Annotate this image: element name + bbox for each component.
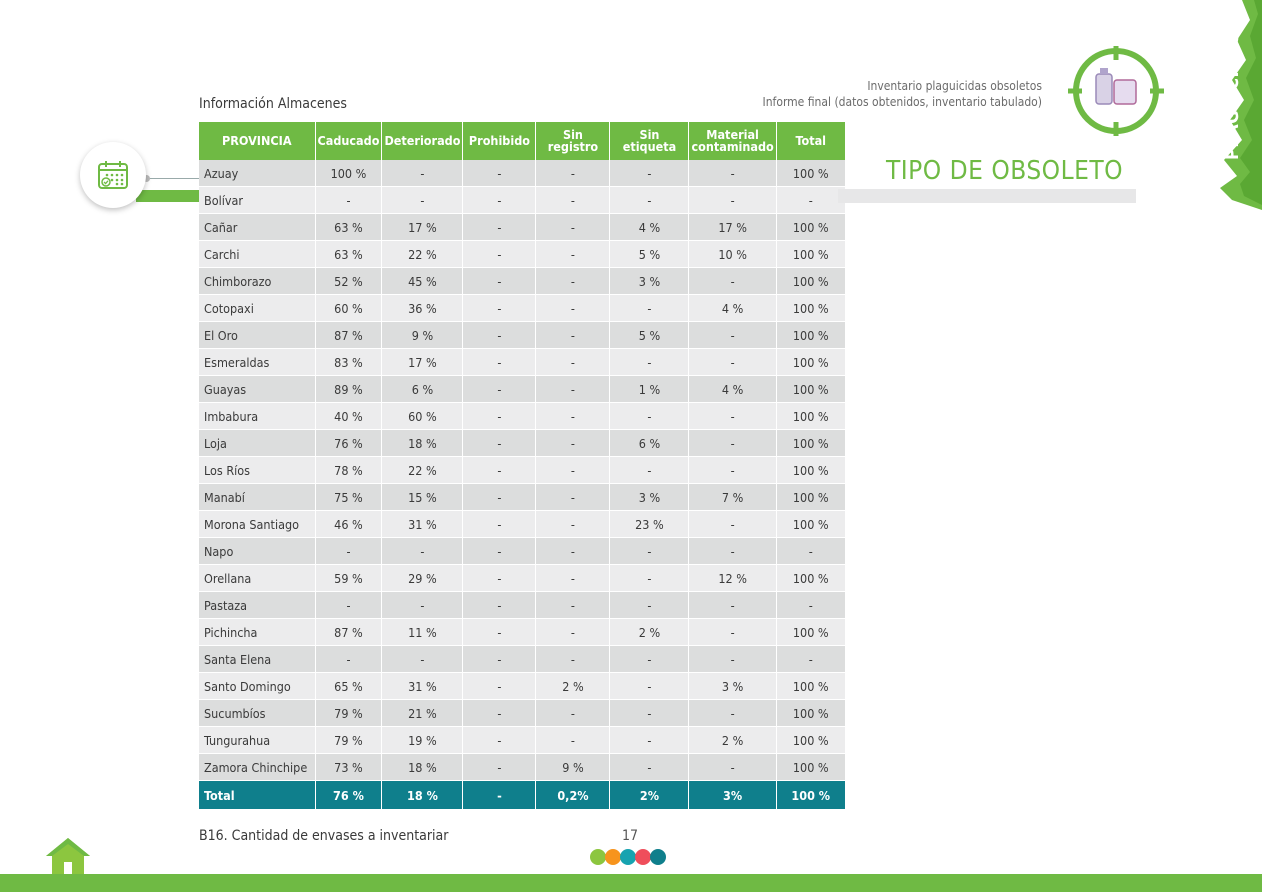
value-cell: 17 % <box>689 214 776 241</box>
province-cell: El Oro <box>199 322 315 349</box>
value-cell: 2 % <box>689 727 776 754</box>
total-value-cell: 2% <box>610 781 689 810</box>
value-cell: - <box>610 349 689 376</box>
value-cell: - <box>689 430 776 457</box>
header-line-2: Informe final (datos obtenidos, inventario tabulado) <box>762 95 1042 109</box>
value-cell: 21 % <box>382 700 463 727</box>
total-value-cell: 3% <box>689 781 776 810</box>
value-cell: 9 % <box>382 322 463 349</box>
value-cell: 5 % <box>610 241 689 268</box>
province-cell: Pichincha <box>199 619 315 646</box>
value-cell: - <box>689 592 776 619</box>
value-cell: - <box>463 511 536 538</box>
column-header: Deteriorado <box>382 122 463 160</box>
footer-bar <box>0 874 1262 892</box>
province-cell: Manabí <box>199 484 315 511</box>
value-cell: - <box>536 457 610 484</box>
province-cell: Santa Elena <box>199 646 315 673</box>
table-row <box>199 295 845 322</box>
value-cell: 31 % <box>382 673 463 700</box>
value-cell: - <box>610 457 689 484</box>
table-row <box>199 214 845 241</box>
value-cell: - <box>536 403 610 430</box>
province-cell: Santo Domingo <box>199 673 315 700</box>
value-cell: 52 % <box>315 268 382 295</box>
value-cell: - <box>776 592 845 619</box>
province-cell: Orellana <box>199 565 315 592</box>
value-cell: 10 % <box>689 241 776 268</box>
value-cell: 65 % <box>315 673 382 700</box>
province-cell: Zamora Chinchipe <box>199 754 315 781</box>
value-cell: - <box>536 214 610 241</box>
figure-caption: B16. Cantidad de envases a inventariar <box>199 828 449 844</box>
value-cell: 19 % <box>382 727 463 754</box>
value-cell: - <box>536 592 610 619</box>
value-cell: 89 % <box>315 376 382 403</box>
header-line-1: Inventario plaguicidas obsoletos <box>867 79 1042 93</box>
value-cell: - <box>382 187 463 214</box>
value-cell: - <box>463 646 536 673</box>
value-cell: 100 % <box>776 565 845 592</box>
table-row <box>199 376 845 403</box>
province-cell: Loja <box>199 430 315 457</box>
value-cell: 100 % <box>776 727 845 754</box>
value-cell: - <box>315 592 382 619</box>
value-cell: - <box>463 241 536 268</box>
table-row <box>199 646 845 673</box>
table-row <box>199 619 845 646</box>
value-cell: - <box>610 160 689 187</box>
value-cell: 46 % <box>315 511 382 538</box>
value-cell: - <box>463 700 536 727</box>
province-cell: Azuay <box>199 160 315 187</box>
value-cell: 4 % <box>689 295 776 322</box>
value-cell: 1 % <box>610 376 689 403</box>
table-row <box>199 538 845 565</box>
value-cell: 73 % <box>315 754 382 781</box>
value-cell: - <box>463 295 536 322</box>
value-cell: 100 % <box>776 484 845 511</box>
value-cell: 100 % <box>776 457 845 484</box>
value-cell: - <box>463 754 536 781</box>
value-cell: 87 % <box>315 619 382 646</box>
province-cell: Carchi <box>199 241 315 268</box>
value-cell: 100 % <box>776 214 845 241</box>
value-cell: - <box>463 484 536 511</box>
value-cell: - <box>776 187 845 214</box>
calendar-badge <box>80 142 146 208</box>
value-cell: - <box>536 322 610 349</box>
value-cell: 17 % <box>382 349 463 376</box>
value-cell: 79 % <box>315 727 382 754</box>
province-cell: Sucumbíos <box>199 700 315 727</box>
obsolete-type-table <box>199 122 846 810</box>
value-cell: 75 % <box>315 484 382 511</box>
province-cell: Bolívar <box>199 187 315 214</box>
color-dot <box>605 849 621 865</box>
value-cell: - <box>382 538 463 565</box>
province-cell: Esmeraldas <box>199 349 315 376</box>
table-row <box>199 430 845 457</box>
table-row <box>199 700 845 727</box>
value-cell: 18 % <box>382 430 463 457</box>
table-row <box>199 160 845 187</box>
column-header: Total <box>776 122 845 160</box>
value-cell: - <box>610 700 689 727</box>
pesticide-target-icon <box>1066 46 1166 136</box>
value-cell: 6 % <box>382 376 463 403</box>
value-cell: 12 % <box>689 565 776 592</box>
value-cell: 100 % <box>776 268 845 295</box>
value-cell: 100 % <box>776 295 845 322</box>
value-cell: - <box>610 754 689 781</box>
value-cell: - <box>463 727 536 754</box>
value-cell: - <box>536 538 610 565</box>
value-cell: 7 % <box>689 484 776 511</box>
value-cell: - <box>315 538 382 565</box>
value-cell: 100 % <box>776 376 845 403</box>
value-cell: - <box>463 673 536 700</box>
value-cell: - <box>382 646 463 673</box>
value-cell: - <box>463 565 536 592</box>
value-cell: 40 % <box>315 403 382 430</box>
value-cell: - <box>689 511 776 538</box>
province-cell: Los Ríos <box>199 457 315 484</box>
value-cell: - <box>463 349 536 376</box>
connector-line <box>146 178 200 179</box>
value-cell: - <box>610 592 689 619</box>
value-cell: - <box>536 511 610 538</box>
value-cell: - <box>536 700 610 727</box>
value-cell: 79 % <box>315 700 382 727</box>
value-cell: 2 % <box>536 673 610 700</box>
value-cell: - <box>689 700 776 727</box>
total-value-cell: 100 % <box>776 781 845 810</box>
value-cell: 100 % <box>776 511 845 538</box>
table-row <box>199 673 845 700</box>
table-row <box>199 754 845 781</box>
value-cell: 3 % <box>610 484 689 511</box>
column-header: Prohibido <box>463 122 536 160</box>
value-cell: 100 % <box>776 241 845 268</box>
value-cell: - <box>382 592 463 619</box>
value-cell: - <box>536 187 610 214</box>
value-cell: - <box>689 619 776 646</box>
calendar-icon <box>96 158 130 192</box>
value-cell: - <box>610 295 689 322</box>
value-cell: - <box>463 538 536 565</box>
table-row <box>199 322 845 349</box>
value-cell: - <box>536 565 610 592</box>
value-cell: 9 % <box>536 754 610 781</box>
color-dot <box>635 849 651 865</box>
value-cell: 3 % <box>610 268 689 295</box>
value-cell: 29 % <box>382 565 463 592</box>
total-label-cell: Total <box>199 781 315 810</box>
total-row <box>199 781 845 810</box>
table-row <box>199 484 845 511</box>
value-cell: - <box>315 187 382 214</box>
value-cell: 76 % <box>315 430 382 457</box>
value-cell: - <box>382 160 463 187</box>
value-cell: - <box>610 187 689 214</box>
table-row <box>199 268 845 295</box>
table-row <box>199 457 845 484</box>
value-cell: - <box>536 241 610 268</box>
value-cell: 23 % <box>610 511 689 538</box>
section-title: Información Almacenes <box>199 96 347 112</box>
province-cell: Tungurahua <box>199 727 315 754</box>
table-row <box>199 511 845 538</box>
value-cell: - <box>610 538 689 565</box>
value-cell: - <box>463 619 536 646</box>
value-cell: - <box>463 268 536 295</box>
province-cell: Napo <box>199 538 315 565</box>
color-dot <box>650 849 666 865</box>
province-cell: Pastaza <box>199 592 315 619</box>
value-cell: 100 % <box>776 322 845 349</box>
table-row <box>199 349 845 376</box>
value-cell: - <box>536 619 610 646</box>
value-cell: 22 % <box>382 241 463 268</box>
value-cell: - <box>689 457 776 484</box>
value-cell: 5 % <box>610 322 689 349</box>
table-row <box>199 565 845 592</box>
province-cell: Morona Santiago <box>199 511 315 538</box>
province-cell: Cañar <box>199 214 315 241</box>
value-cell: 63 % <box>315 214 382 241</box>
value-cell: - <box>463 403 536 430</box>
table-row <box>199 187 845 214</box>
value-cell: - <box>463 430 536 457</box>
value-cell: - <box>536 376 610 403</box>
total-value-cell: 0,2% <box>536 781 610 810</box>
value-cell: 63 % <box>315 241 382 268</box>
color-dot <box>590 849 606 865</box>
value-cell: - <box>610 673 689 700</box>
table-row <box>199 241 845 268</box>
value-cell: 22 % <box>382 457 463 484</box>
value-cell: - <box>689 187 776 214</box>
value-cell: 45 % <box>382 268 463 295</box>
value-cell: 100 % <box>776 700 845 727</box>
value-cell: - <box>536 430 610 457</box>
value-cell: 17 % <box>382 214 463 241</box>
total-value-cell: 76 % <box>315 781 382 810</box>
value-cell: - <box>689 322 776 349</box>
value-cell: 18 % <box>382 754 463 781</box>
title-underline-bar <box>838 189 1136 203</box>
column-header: Caducado <box>315 122 382 160</box>
value-cell: 100 % <box>776 619 845 646</box>
value-cell: 60 % <box>382 403 463 430</box>
province-cell: Cotopaxi <box>199 295 315 322</box>
value-cell: - <box>610 646 689 673</box>
value-cell: - <box>463 160 536 187</box>
column-header: Sin registro <box>536 122 610 160</box>
value-cell: - <box>315 646 382 673</box>
value-cell: 78 % <box>315 457 382 484</box>
value-cell: - <box>610 403 689 430</box>
color-dots <box>590 849 665 865</box>
table-header-row <box>199 122 845 160</box>
color-dot <box>620 849 636 865</box>
value-cell: - <box>689 268 776 295</box>
value-cell: 3 % <box>689 673 776 700</box>
table-row <box>199 403 845 430</box>
value-cell: - <box>463 214 536 241</box>
value-cell: - <box>463 457 536 484</box>
value-cell: 100 % <box>776 754 845 781</box>
value-cell: - <box>610 727 689 754</box>
column-header: Sin etiqueta <box>610 122 689 160</box>
value-cell: 100 % <box>776 160 845 187</box>
value-cell: 6 % <box>610 430 689 457</box>
column-header: Material contaminado <box>689 122 776 160</box>
value-cell: 36 % <box>382 295 463 322</box>
value-cell: 100 % <box>776 349 845 376</box>
value-cell: - <box>463 592 536 619</box>
value-cell: - <box>689 538 776 565</box>
side-accent-bar <box>136 190 200 202</box>
value-cell: - <box>463 376 536 403</box>
value-cell: - <box>536 727 610 754</box>
value-cell: - <box>536 484 610 511</box>
value-cell: 100 % <box>776 430 845 457</box>
value-cell: 83 % <box>315 349 382 376</box>
value-cell: 15 % <box>382 484 463 511</box>
value-cell: 100 % <box>776 673 845 700</box>
table-row <box>199 727 845 754</box>
value-cell: 31 % <box>382 511 463 538</box>
value-cell: 100 % <box>315 160 382 187</box>
value-cell: - <box>536 349 610 376</box>
report-header <box>763 78 1042 110</box>
value-cell: 87 % <box>315 322 382 349</box>
value-cell: - <box>536 268 610 295</box>
page-number: 17 <box>622 828 639 844</box>
value-cell: - <box>689 754 776 781</box>
total-value-cell: 18 % <box>382 781 463 810</box>
value-cell: - <box>610 565 689 592</box>
value-cell: 4 % <box>610 214 689 241</box>
home-icon[interactable] <box>44 836 92 876</box>
value-cell: - <box>536 646 610 673</box>
side-tab-label: PLAGUICIDAS <box>1222 31 1243 160</box>
total-value-cell: - <box>463 781 536 810</box>
value-cell: 59 % <box>315 565 382 592</box>
value-cell: - <box>689 646 776 673</box>
value-cell: 4 % <box>689 376 776 403</box>
province-cell: Chimborazo <box>199 268 315 295</box>
obsolete-type-title: TIPO DE OBSOLETO <box>886 156 1124 186</box>
value-cell: - <box>689 349 776 376</box>
value-cell: - <box>463 322 536 349</box>
column-header: PROVINCIA <box>199 122 315 160</box>
value-cell: - <box>776 646 845 673</box>
table-row <box>199 592 845 619</box>
value-cell: - <box>536 295 610 322</box>
value-cell: 60 % <box>315 295 382 322</box>
province-cell: Imbabura <box>199 403 315 430</box>
value-cell: - <box>776 538 845 565</box>
value-cell: 11 % <box>382 619 463 646</box>
value-cell: 2 % <box>610 619 689 646</box>
value-cell: - <box>463 187 536 214</box>
value-cell: - <box>689 403 776 430</box>
value-cell: 100 % <box>776 403 845 430</box>
value-cell: - <box>689 160 776 187</box>
value-cell: - <box>536 160 610 187</box>
province-cell: Guayas <box>199 376 315 403</box>
